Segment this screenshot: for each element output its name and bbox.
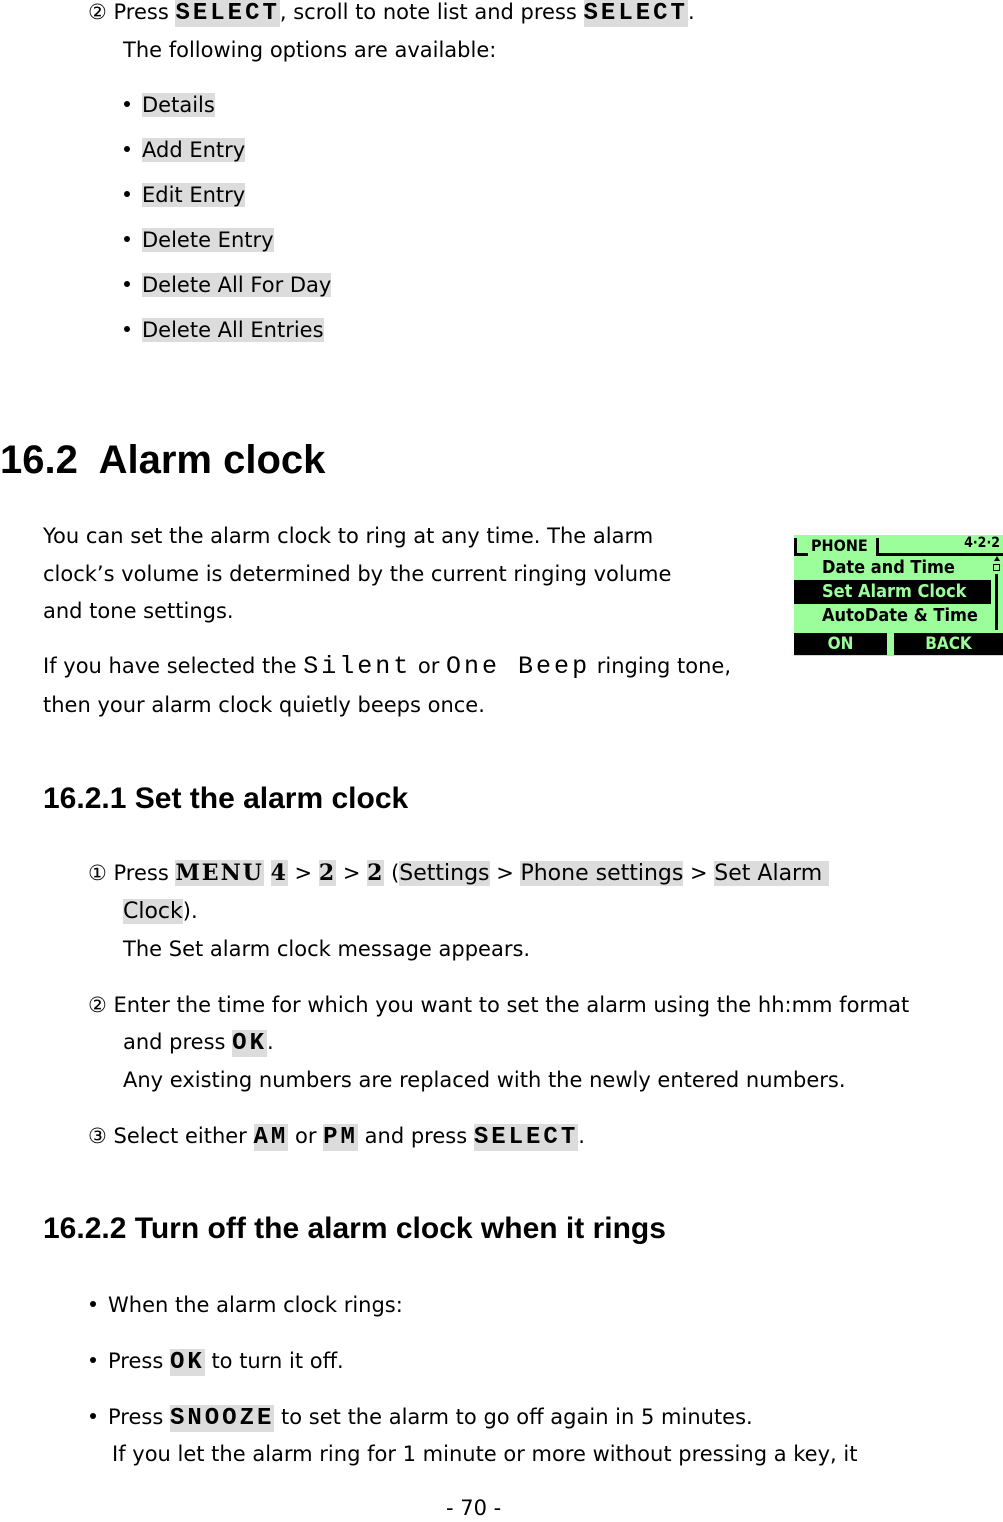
menu-key: MENU — [175, 860, 264, 886]
step-2-line3: Any existing numbers are replaced with the newly entered numbers. — [123, 1068, 846, 1092]
select-key: SELECT — [473, 1124, 579, 1151]
phone-scrollbar — [993, 556, 1001, 630]
step-number: ② — [88, 0, 107, 24]
subsection-heading: 16.2.1 Set the alarm clock — [43, 782, 409, 815]
list-item: Delete All Entries — [124, 316, 324, 344]
step-1-line2: Clock). — [123, 899, 198, 924]
snooze-key: SNOOZE — [169, 1405, 275, 1432]
one-beep-tone: One Beep — [446, 652, 591, 681]
paragraph-line: If you let the alarm ring for 1 minute or more without pressing a key, it — [112, 1442, 858, 1466]
pm-key: PM — [323, 1124, 358, 1151]
paragraph-line: If you have selected the Silent or One Beep ringing tone, — [43, 652, 731, 681]
paragraph-line: then your alarm clock quietly beeps once. — [43, 693, 485, 717]
step-2-line1: ② Enter the time for which you want to set the alarm using the hh:mm format — [88, 993, 910, 1017]
list-item: Delete Entry — [124, 226, 274, 254]
intro-step-line1: ② Press SELECT, scroll to note list and press SELECT. — [88, 0, 695, 27]
step-3-line1: ③ Select either AM or PM and press SELECT. — [88, 1124, 585, 1151]
list-item: Delete All For Day — [124, 271, 331, 299]
paragraph-line: You can set the alarm clock to ring at any time. The alarm — [43, 524, 654, 548]
phone-menu-indicator: 4·2·2 — [964, 535, 1000, 551]
phone-menu-item: Date and Time — [822, 557, 955, 578]
digit-key: 4 — [270, 860, 288, 886]
digit-key: 2 — [318, 860, 337, 886]
list-item: Press SNOOZE to set the alarm to go off again in 5 minutes. — [90, 1403, 753, 1433]
step-2-line2: and press OK. — [123, 1030, 274, 1057]
subsection-heading: 16.2.2 Turn off the alarm clock when it rings — [43, 1212, 666, 1245]
intro-step-line2: The following options are available: — [123, 38, 497, 62]
step-1-line3: The Set alarm clock message appears. — [123, 937, 531, 961]
list-item: Add Entry — [124, 136, 245, 164]
am-key: AM — [253, 1124, 289, 1151]
phone-softkey-on: ON — [794, 633, 887, 655]
page-number: - 70 - — [446, 1496, 502, 1520]
digit-key: 2 — [367, 860, 385, 886]
silent-tone: Silent — [303, 652, 412, 681]
step-1-line1: ① Press MENU 4 > 2 > 2 (Settings > Phone settings > Set Alarm — [88, 860, 830, 886]
phone-header-label: PHONE — [811, 536, 868, 555]
phone-menu-item-selected: Set Alarm Clock — [794, 580, 991, 604]
phone-softkey-back: BACK — [894, 633, 1003, 655]
list-item: Details — [124, 91, 215, 119]
list-item: When the alarm clock rings: — [90, 1291, 403, 1319]
list-item: Edit Entry — [124, 181, 245, 209]
phone-header — [794, 535, 1003, 557]
ok-key: OK — [169, 1349, 205, 1376]
paragraph-line: clock’s volume is determined by the current ringing volume — [43, 562, 672, 586]
phone-menu-item: AutoDate & Time — [822, 605, 978, 626]
select-key: SELECT — [175, 0, 280, 27]
paragraph-line: and tone settings. — [43, 599, 234, 623]
list-item: Press OK to turn it off. — [90, 1347, 344, 1377]
select-key: SELECT — [583, 0, 688, 27]
section-heading: 16.2 Alarm clock — [0, 438, 326, 482]
ok-key: OK — [232, 1030, 267, 1057]
phone-screen-image — [794, 535, 1003, 656]
